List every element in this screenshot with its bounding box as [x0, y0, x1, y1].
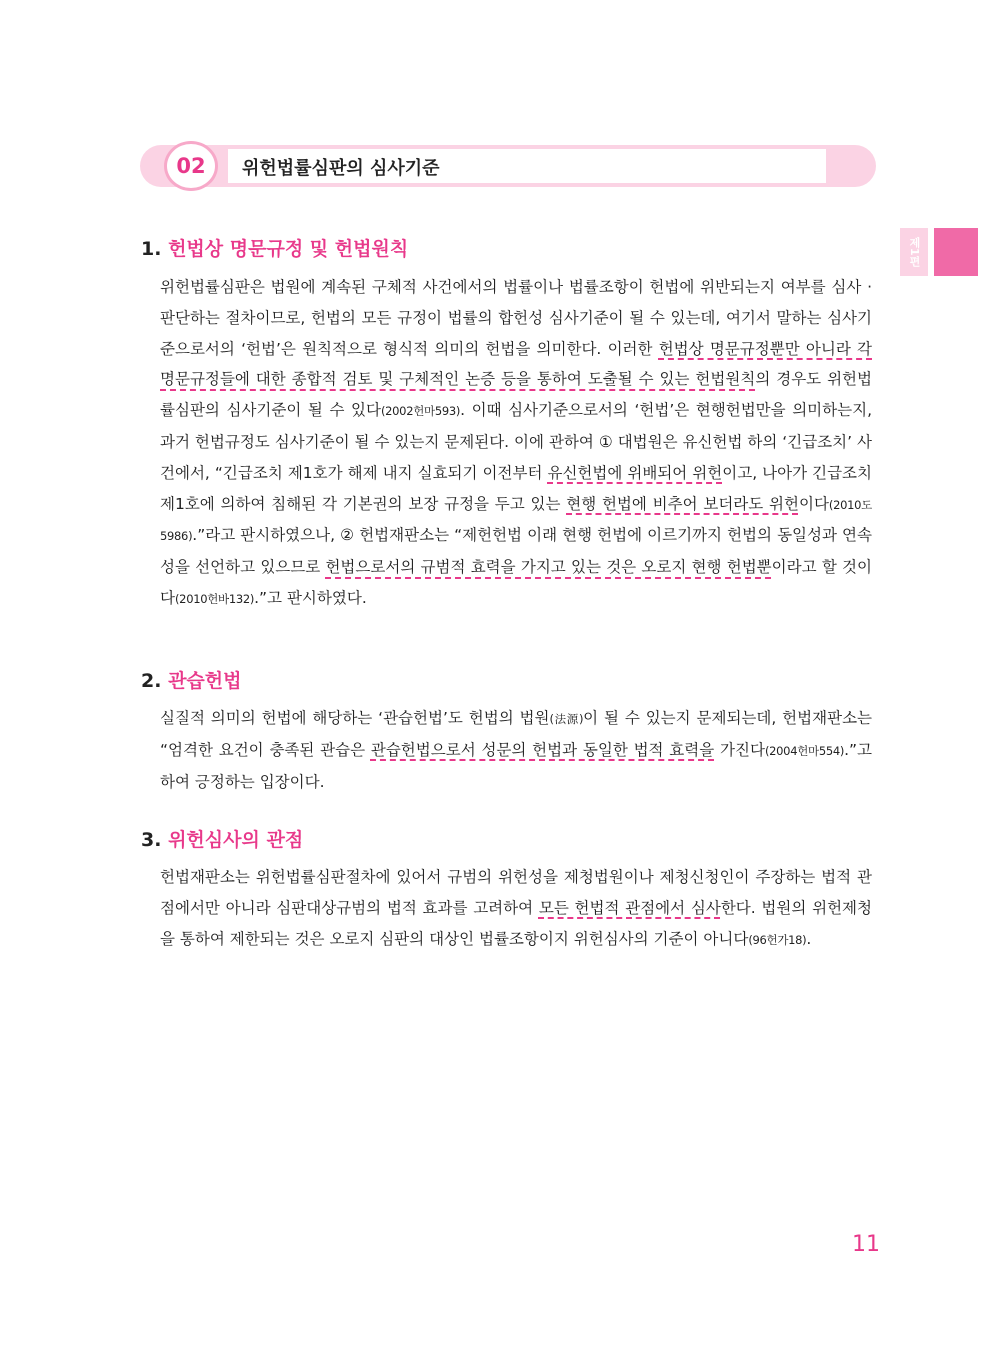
text-run: 이 될 수 있는지 문제되는데, 헌법재판소는 “엄격한 요건이 충족된 관습은	[160, 709, 873, 759]
hanja-annotation: (法源)	[549, 712, 584, 726]
underlined-text: 유신헌법에 위배되어 위헌	[547, 463, 723, 482]
side-tab-accent	[934, 228, 978, 276]
section-title: 위헌심사의 관점	[168, 829, 304, 851]
side-tab-part: 제1편	[900, 228, 928, 276]
page-number: 11	[852, 1232, 880, 1257]
case-citation: (2010헌바132)	[174, 591, 255, 606]
underlined-text: 모든 헌법적 관점에서 심사	[538, 898, 721, 917]
underlined-text: 헌법상 명문규정뿐만 아니라 각 명문규정들에 대한 종합적 검토 및 구체적인 논증 등을 통하여 도출될 수 있는 헌법원칙	[160, 339, 872, 389]
text-run: 가진다	[714, 740, 765, 759]
case-citation: (2002헌마593)	[380, 404, 461, 419]
section-1-paragraph	[160, 272, 872, 615]
underlined-text: 현행 헌법에 비추어 보더라도 위헌	[566, 494, 799, 513]
text-run: 이라고 할 것이다	[160, 558, 872, 607]
section-3-paragraph	[160, 862, 872, 955]
section-title: 헌법상 명문규정 및 헌법원칙	[168, 238, 409, 260]
underlined-text: 헌법으로서의 규범적 효력을 가지고 있는 것은 오로지 현행 헌법뿐	[325, 558, 772, 577]
case-citation: (2004헌마554)	[764, 743, 845, 758]
underlined-text: 관습헌법으로서 성문의 헌법과 동일한 법적 효력을	[370, 740, 715, 759]
chapter-title: 위헌법률심판의 심사기준	[242, 158, 440, 179]
text-run: .”라고 판시하였으나, ② 헌법재판소는 “제헌헌법 이래 현행 헌법에 이르기까지 헌법의 동일성과 연속성을 선언하고 있으므로	[160, 526, 872, 577]
text-run: 이고, 나아가 긴급조치 제1호에 의하여 침해된 각 기본권의 보장 규정을 두고 있는	[160, 463, 873, 513]
case-citation: (2010도5986)	[160, 497, 872, 544]
text-run: .”고 하여 긍정하는 입장이다.	[160, 740, 872, 791]
text-run: .”고 판시하였다.	[254, 588, 367, 607]
section-title: 관습헌법	[168, 670, 242, 692]
text-run: .	[806, 929, 812, 948]
text-run: 위헌법률심판은 법원에 계속된 구체적 사건에서의 법률이나 법률조항이 헌법에 위반되는지 여부를 심사 · 판단하는 절차이므로, 헌법의 모든 규정이 법률의 합헌성 심사기준이 될 수 있는데, 여기서 말하는 심사기준으로서의 ‘헌법’은 원칙적으로 형식적 의미의 헌법을 의미한다. 이러한	[160, 278, 872, 358]
text-run: 의 경우도 위헌법률심판의 심사기준이 될 수 있다	[160, 370, 872, 420]
section-heading-2	[141, 666, 242, 693]
case-citation: (96헌가18)	[748, 932, 807, 947]
section-2-paragraph	[160, 703, 872, 797]
section-number: 1.	[141, 238, 162, 260]
text-run: 헌법재판소는 위헌법률심판절차에 있어서 규범의 위헌성을 제청법원이나 제청신청인이 주장하는 법적 관점에서만 아니라 심판대상규범의 법적 효과를 고려하여	[160, 868, 872, 917]
section-heading-1	[141, 234, 408, 261]
section-number: 2.	[141, 670, 162, 692]
text-run: . 이때 심사기준으로서의 ‘헌법’은 현행헌법만을 의미하는지, 과거 헌법규정도 심사기준이 될 수 있는지 문제된다. 이에 관하여 ① 대법원은 유신헌법 하의 ‘긴급조치’ 사건에서, “긴급조치 제1호가 해제 내지 실효되기 이전부터	[160, 401, 872, 482]
text-run: 한다. 법원의 위헌제청을 통하여 제한되는 것은 오로지 심판의 대상인 법률조항이지 위헌심사의 기준이 아니다	[160, 898, 872, 948]
text-run: 실질적 의미의 헌법에 해당하는 ‘관습헌법’도 헌법의 법원	[160, 709, 550, 727]
chapter-number-badge: 02	[164, 141, 218, 191]
section-heading-3	[141, 825, 303, 852]
text-run: 이다	[798, 494, 829, 513]
section-number: 3.	[141, 829, 162, 851]
